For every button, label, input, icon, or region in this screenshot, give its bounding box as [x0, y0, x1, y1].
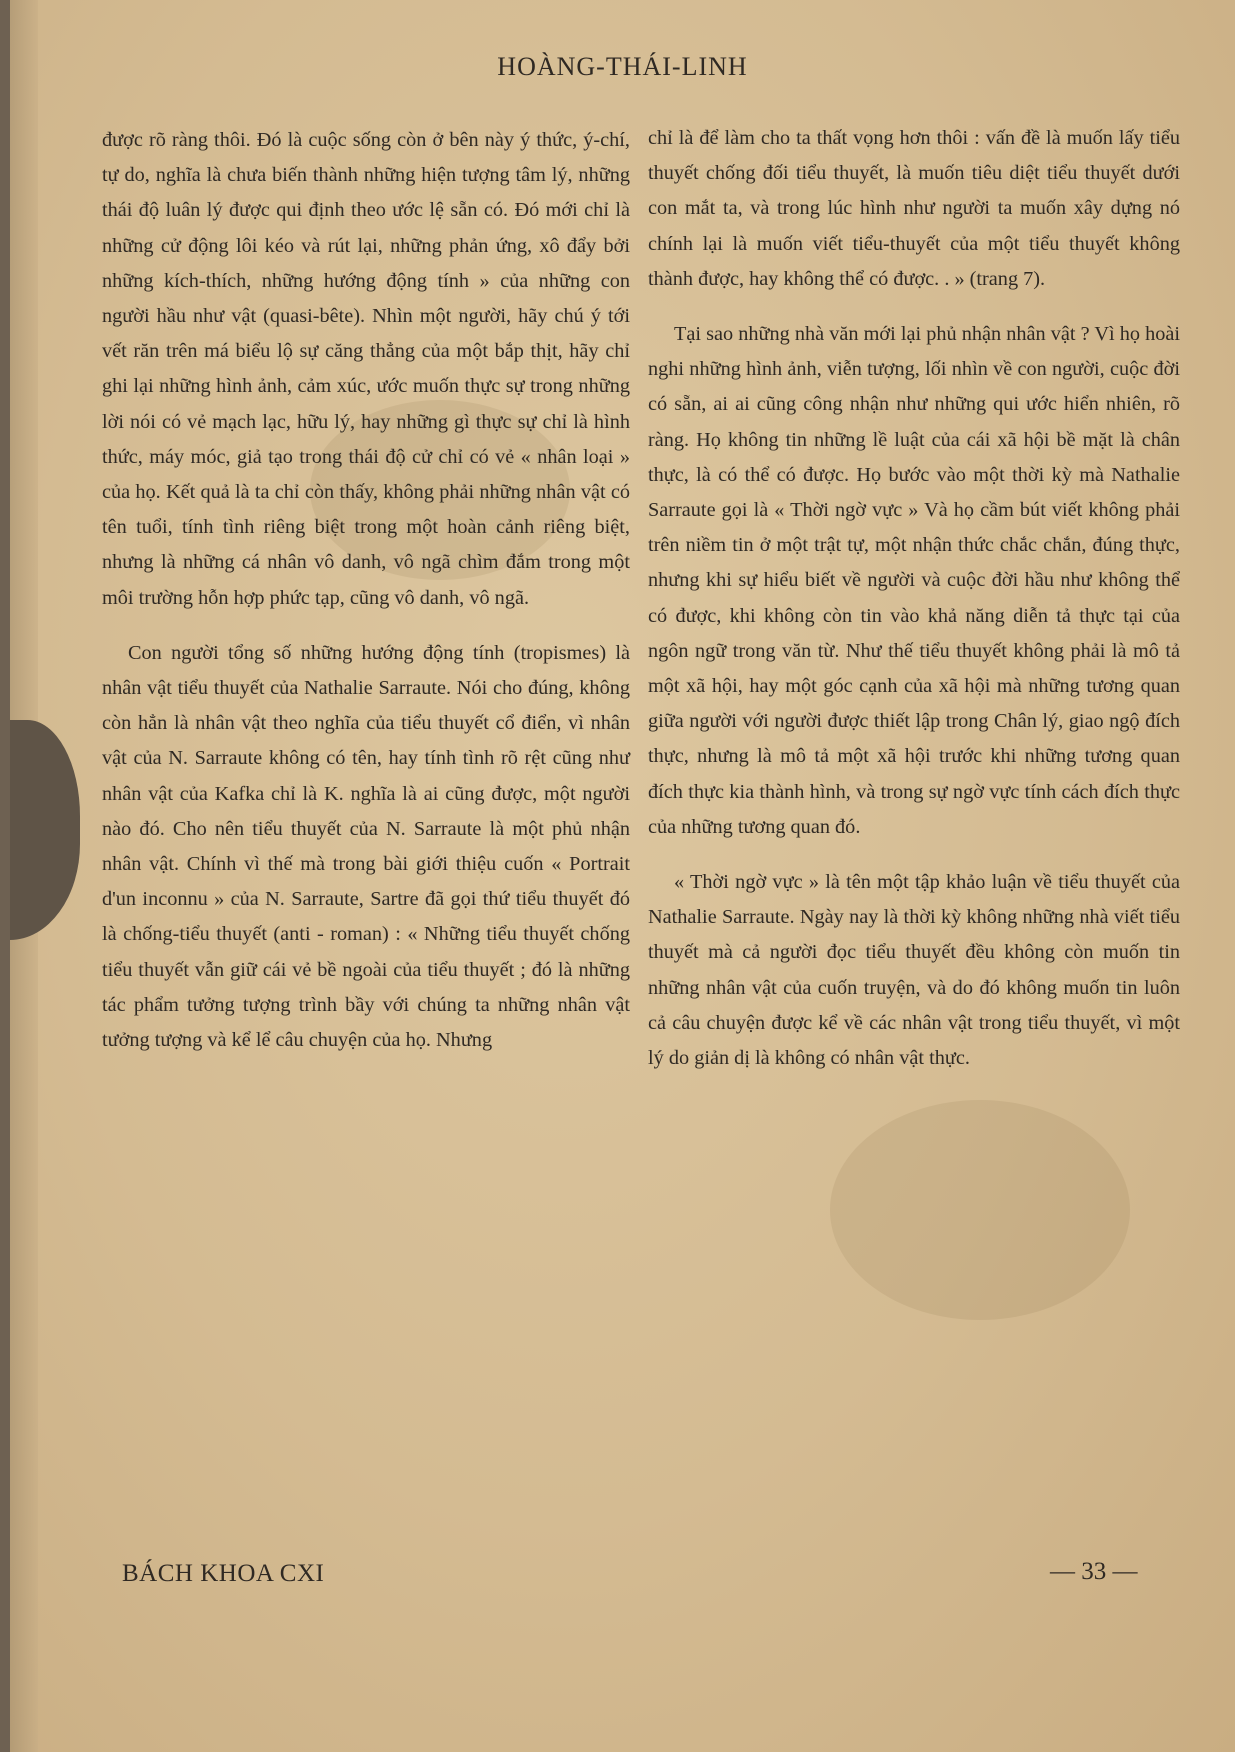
scanned-page	[10, 0, 1235, 1752]
page-number: — 33 —	[1050, 1558, 1138, 1585]
running-header: HOÀNG-THÁI-LINH	[497, 52, 748, 81]
paper-stain	[830, 1100, 1130, 1320]
paragraph: « Thời ngờ vực » là tên một tập khảo luận về tiểu thuyết của Nathalie Sarraute. Ngày nay là thời kỳ không những nhà viết tiểu thuyết mà cả người đọc tiểu thuyết đều không còn muốn tin những nhân vật của cuốn truyện, và do đó không muốn tin luôn cả câu chuyện được kể về các nhân vật trong tiểu thuyết, vì một lý do giản dị là không có nhân vật thực.	[648, 871, 1180, 1070]
right-column	[648, 121, 1180, 1076]
torn-edge	[10, 720, 80, 940]
paragraph: chỉ là để làm cho ta thất vọng hơn thôi : vấn đề là muốn lấy tiểu thuyết chống đối tiểu thuyết, là muốn tiêu diệt tiểu thuyết dưới con mắt ta, và trong lúc hình như người ta muốn xây dựng nó chính lại là muốn viết tiểu-thuyết của một tiểu thuyết không thành được, hay không thể có được. . » (trang 7).	[648, 127, 1180, 290]
journal-title: BÁCH KHOA CXI	[122, 1560, 325, 1587]
paragraph: Con người tổng số những hướng động tính (tropismes) là nhân vật tiểu thuyết của Nathalie Sarraute. Nói cho đúng, không còn hẳn là nhân vật theo nghĩa của tiểu thuyết cổ điển, vì nhân vật của N. Sarraute không có tên, hay tính tình rõ rệt cũng như nhân vật của Kafka chỉ là K. nghĩa là ai cũng được, một người nào đó. Cho nên tiểu thuyết của N. Sarraute là một phủ nhận nhân vật. Chính vì thế mà trong bài giới thiệu cuốn « Portrait d'un inconnu » của N. Sarraute, Sartre đã gọi thứ tiểu thuyết đó là chống-tiểu thuyết (anti - roman) : « Những tiểu thuyết chống tiểu thuyết vẫn giữ cái vẻ bề ngoài của tiểu thuyết ; đó là những tác phẩm tưởng tượng trình bầy với chúng ta những nhân vật tưởng tượng và kể lể câu chuyện của họ. Nhưng	[102, 641, 630, 1052]
left-column	[102, 123, 630, 1058]
paragraph: được rõ ràng thôi. Đó là cuộc sống còn ở bên này ý thức, ý-chí, tự do, nghĩa là chưa biến thành những hiện tượng tâm lý, những thái độ luân lý được qui định theo ước lệ sẵn có. Đó mới chỉ là những cử động lôi kéo và rút lại, những phản ứng, xô đẩy bởi những kích-thích, những hướng động tính » của những con người hầu như vật (quasi-bête). Nhìn một người, hãy chú ý tới vết răn trên má biểu lộ sự căng thẳng của một bắp thịt, hãy chỉ ghi lại những hình ảnh, cảm xúc, ước muốn thực sự trong những lời nói có vẻ mạch lạc, hữu lý, hay những gì thực sự chỉ là hình thức, máy móc, giả tạo trong thái độ cử chỉ có vẻ « nhân loại » của họ. Kết quả là ta chỉ còn thấy, không phải những nhân vật có tên tuổi, tính tình riêng biệt trong một hoàn cảnh riêng biệt, nhưng là những cá nhân vô danh, vô ngã chìm đắm trong một môi trường hỗn hợp phức tạp, cũng vô danh, vô ngã.	[102, 129, 630, 609]
paragraph: Tại sao những nhà văn mới lại phủ nhận nhân vật ? Vì họ hoài nghi những hình ảnh, viễn tượng, lối nhìn về con người, cuộc đời có sẵn, ai ai cũng công nhận như những qui ước hiển nhiên, rõ ràng. Họ không tin những lề luật của cái xã hội bề mặt là chân thực, là có thể có được. Họ bước vào một thời kỳ mà Nathalie Sarraute gọi là « Thời ngờ vực » Và họ cầm bút viết không phải trên niềm tin ở một trật tự, một nhận thức chắc chắn, đúng thực, nhưng khi sự hiểu biết về người và cuộc đời hầu như không thể có được, khi không còn tin vào khả năng diễn tả thực tại của ngôn ngữ trong văn từ. Như thế tiểu thuyết không phải là mô tả một xã hội, hay một góc cạnh của xã hội mà những tương quan giữa người với người được thiết lập trong Chân lý, giao ngộ đích thực, nhưng là mô tả một xã hội trước khi những tương quan đích thực kia thành hình, và trong sự ngờ vực tính cách đích thực của những tương quan đó.	[648, 323, 1180, 838]
